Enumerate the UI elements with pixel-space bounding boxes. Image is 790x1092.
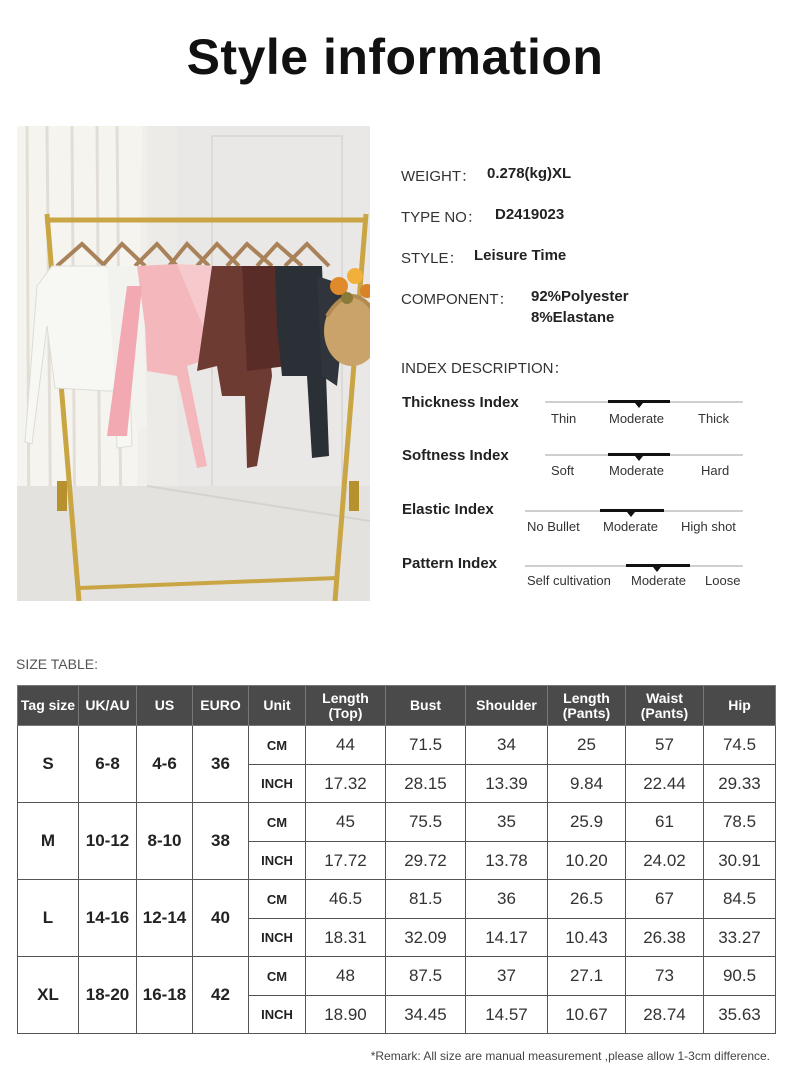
table-cell: 78.5 (704, 803, 776, 842)
table-row (18, 726, 776, 765)
header-length-top: Length (Top) (306, 686, 386, 726)
table-cell: 10.20 (548, 842, 626, 880)
table-cell: 44 (306, 726, 386, 765)
style-value: Leisure Time (474, 247, 567, 264)
table-cell: 30.91 (704, 842, 776, 880)
table-row (18, 957, 776, 996)
header-unit: Unit (249, 686, 306, 726)
thickness-index-title: Thickness Index (402, 394, 519, 411)
pattern-pointer-icon (653, 567, 661, 572)
table-cell: 37 (466, 957, 548, 996)
size-table (17, 685, 776, 1034)
pattern-label-low: Self cultivation (527, 573, 611, 588)
table-row (18, 803, 776, 842)
table-cell: 48 (306, 957, 386, 996)
uk-au-cell: 10-12 (79, 803, 137, 880)
us-cell: 16-18 (137, 957, 193, 1034)
table-cell: 33.27 (704, 919, 776, 957)
uk-au-cell: 6-8 (79, 726, 137, 803)
style-label: STYLE： (401, 250, 464, 267)
table-cell: 28.74 (626, 996, 704, 1034)
table-cell: 26.5 (548, 880, 626, 919)
table-cell: 18.90 (306, 996, 386, 1034)
header-bust: Bust (386, 686, 466, 726)
thickness-pointer-icon (635, 403, 643, 408)
table-cell: 24.02 (626, 842, 704, 880)
component-value-polyester: 92%Polyester (531, 288, 629, 305)
table-cell: 25 (548, 726, 626, 765)
header-waist-pants: Waist (Pants) (626, 686, 704, 726)
table-cell: 35.63 (704, 996, 776, 1034)
component-label: COMPONENT： (401, 291, 514, 308)
elastic-label-mid: Moderate (603, 519, 658, 534)
component-value-elastane: 8%Elastane (531, 309, 615, 326)
euro-cell: 42 (193, 957, 249, 1034)
header-us: US (137, 686, 193, 726)
us-cell: 8-10 (137, 803, 193, 880)
header-tag-size: Tag size (18, 686, 79, 726)
index-description-label: INDEX DESCRIPTION： (401, 360, 569, 377)
table-cell: 14.17 (466, 919, 548, 957)
header-hip: Hip (704, 686, 776, 726)
table-cell: 34 (466, 726, 548, 765)
softness-label-low: Soft (551, 463, 575, 478)
tag-size-cell: XL (18, 957, 79, 1034)
softness-index-title: Softness Index (402, 447, 509, 464)
table-row (18, 880, 776, 919)
tag-size-cell: M (18, 803, 79, 880)
table-header-row (18, 686, 776, 726)
euro-cell: 40 (193, 880, 249, 957)
table-cell: 17.72 (306, 842, 386, 880)
unit-cell: INCH (249, 765, 306, 803)
table-cell: 35 (466, 803, 548, 842)
table-cell: 9.84 (548, 765, 626, 803)
table-cell: 90.5 (704, 957, 776, 996)
table-cell: 74.5 (704, 726, 776, 765)
type-no-value: D2419023 (495, 206, 565, 223)
unit-cell: CM (249, 726, 306, 765)
page-title: Style information (186, 29, 604, 85)
elastic-label-low: No Bullet (527, 519, 580, 534)
pattern-label-mid: Moderate (631, 573, 686, 588)
us-cell: 12-14 (137, 880, 193, 957)
euro-cell: 38 (193, 803, 249, 880)
euro-cell: 36 (193, 726, 249, 803)
softness-pointer-icon (635, 456, 643, 461)
unit-cell: CM (249, 803, 306, 842)
clothing-rack-illustration (17, 126, 370, 601)
table-cell: 84.5 (704, 880, 776, 919)
pattern-label-high: Loose (705, 573, 741, 588)
table-cell: 34.45 (386, 996, 466, 1034)
table-cell: 36 (466, 880, 548, 919)
table-cell: 10.43 (548, 919, 626, 957)
thickness-label-mid: Moderate (609, 411, 664, 426)
table-cell: 22.44 (626, 765, 704, 803)
table-cell: 61 (626, 803, 704, 842)
header-euro: EURO (193, 686, 249, 726)
pattern-index-title: Pattern Index (402, 555, 498, 572)
unit-cell: INCH (249, 996, 306, 1034)
weight-label: WEIGHT： (401, 168, 476, 185)
elastic-label-high: High shot (681, 519, 736, 534)
us-cell: 4-6 (137, 726, 193, 803)
softness-label-mid: Moderate (609, 463, 664, 478)
product-photo (17, 126, 370, 601)
table-cell: 28.15 (386, 765, 466, 803)
tag-size-cell: S (18, 726, 79, 803)
table-cell: 13.78 (466, 842, 548, 880)
table-cell: 81.5 (386, 880, 466, 919)
table-cell: 10.67 (548, 996, 626, 1034)
table-cell: 46.5 (306, 880, 386, 919)
table-cell: 27.1 (548, 957, 626, 996)
type-no-label: TYPE NO： (401, 209, 482, 226)
table-cell: 87.5 (386, 957, 466, 996)
table-cell: 45 (306, 803, 386, 842)
elastic-index-title: Elastic Index (402, 501, 494, 518)
size-table-label: SIZE TABLE: (16, 656, 98, 672)
table-cell: 67 (626, 880, 704, 919)
header-shoulder: Shoulder (466, 686, 548, 726)
unit-cell: CM (249, 957, 306, 996)
table-cell: 26.38 (626, 919, 704, 957)
table-cell: 14.57 (466, 996, 548, 1034)
table-cell: 57 (626, 726, 704, 765)
thickness-label-high: Thick (698, 411, 730, 426)
elastic-pointer-icon (627, 512, 635, 517)
header-uk-au: UK/AU (79, 686, 137, 726)
table-cell: 29.72 (386, 842, 466, 880)
unit-cell: INCH (249, 842, 306, 880)
table-cell: 73 (626, 957, 704, 996)
softness-label-high: Hard (701, 463, 730, 478)
table-cell: 29.33 (704, 765, 776, 803)
header-length-pants: Length (Pants) (548, 686, 626, 726)
unit-cell: INCH (249, 919, 306, 957)
table-cell: 75.5 (386, 803, 466, 842)
table-cell: 71.5 (386, 726, 466, 765)
table-cell: 13.39 (466, 765, 548, 803)
weight-value: 0.278(kg)XL (487, 165, 572, 182)
tag-size-cell: L (18, 880, 79, 957)
table-cell: 17.32 (306, 765, 386, 803)
uk-au-cell: 18-20 (79, 957, 137, 1034)
uk-au-cell: 14-16 (79, 880, 137, 957)
table-cell: 32.09 (386, 919, 466, 957)
unit-cell: CM (249, 880, 306, 919)
remark-note: *Remark: All size are manual measurement ,please allow 1-3cm difference. (370, 1049, 770, 1063)
table-cell: 18.31 (306, 919, 386, 957)
table-cell: 25.9 (548, 803, 626, 842)
thickness-label-low: Thin (551, 411, 577, 426)
